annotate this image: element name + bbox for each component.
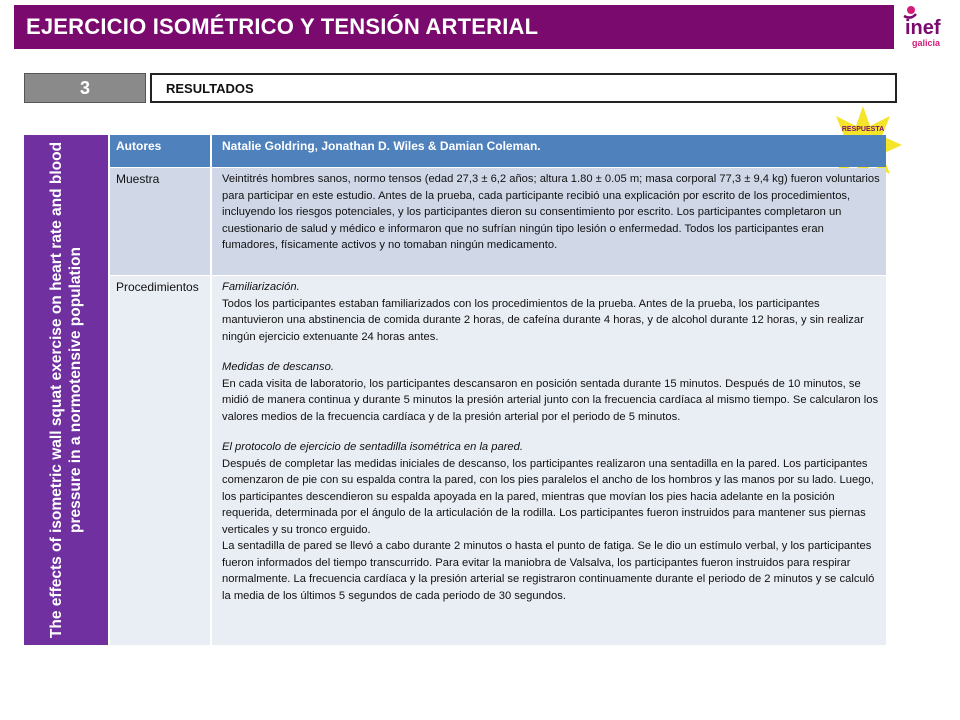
rest-heading: Medidas de descanso.	[222, 361, 334, 373]
page-title: EJERCICIO ISOMÉTRICO Y TENSIÓN ARTERIAL	[26, 14, 539, 39]
sample-value: Veintitrés hombres sanos, normo tensos (edad 27,3 ± 6,2 años; altura 1.80 ± 0.05 m; masa corporal 77,3 ± 9,4 kg) fueron voluntarios para participar en este estudio. Antes de la prueba, cada participante recibió una explicación por escrito de los procedimientos, incluyendo los riesgos potenciales, y los participantes dieron su consentimiento por escrito. Los participantes completaron un cuestionario de salud y médico e informaron que no sufrían ningún tipo lesión o enfermedad. Todos los participantes eran fumadores, físicamente activos y no tomaban ningún medicamento.	[222, 173, 880, 251]
authors-label: Autores	[110, 135, 212, 167]
svg-text:galicia: galicia	[912, 38, 941, 48]
table-row-sample	[110, 168, 886, 275]
rest-text: En cada visita de laboratorio, los participantes descansaron en posición sentada durante 15 minutos. Después de 10 minutos, se midió de manera continua y durante 5 minutos la presión arterial junto con la frecuencia cardíaca al mismo tiempo. Se calcularon los valores medios de la frecuencia cardíaca y de la presión arterial por el periodo de 5 minutos.	[222, 377, 879, 423]
familiarization-text: Todos los participantes estaban familiarizados con los procedimientos de la prueba. Antes de la prueba, los participantes mantuvieron una abstinencia de comida durante 2 horas, de cafeína durante 4 horas, y de alcohol durante 12 horas, y sin realizar ningún ejercicio extenuante 24 horas antes.	[222, 297, 864, 343]
protocol-text-2: La sentadilla de pared se llevó a cabo durante 2 minutos o hasta el punto de fatiga. Se le dio un estímulo verbal, y los participantes fueron informados del tiempo transcurrido. Para evitar la maniobra de Valsalva, los participantes fueron instruidos para respirar normalmente. La frecuencia cardíaca y la presión arterial se registraron continuamente durante el periodo de 2 minutos y se calculó la media de los últimos 5 segundos de cada periodo de 30 segundos.	[222, 540, 875, 602]
inef-galicia-logo	[900, 4, 952, 52]
svg-text:inef: inef	[905, 17, 941, 39]
protocol-text-1: Después de completar las medidas iniciales de descanso, los participantes realizaron una sentadilla en la pared. Los participantes comenzaron de pie con su espalda contra la pared, con los pies paralelos el ancho de los hombros y las manos por su lado. Luego, los participantes descendieron su espalda apoyada en la pared, mientras que movían los pies hacia adelante en la posición requerida, determinada por el ángulo de la articulación de la rodilla. Los participantes fueron instruidos para mantener sus piernas verticales y su tronco erguido.	[222, 457, 874, 536]
sample-label: Muestra	[110, 168, 212, 275]
study-title: The effects of isometric wall squat exercise on heart rate and blood pressure in a normotensive population	[48, 141, 84, 639]
badge-line-1: RESPUESTA	[841, 126, 885, 133]
page-title-bar	[14, 5, 894, 49]
authors-value: Natalie Goldring, Jonathan D. Wiles & Damian Coleman.	[222, 139, 541, 153]
section-number-text: 3	[79, 77, 90, 98]
procedures-value	[214, 276, 886, 645]
procedures-label: Procedimientos	[110, 276, 212, 645]
protocol-heading: El protocolo de ejercicio de sentadilla isométrica en la pared.	[222, 441, 523, 453]
section-label-text: RESULTADOS	[166, 80, 254, 96]
section-label	[150, 73, 897, 103]
table-row-procedures	[110, 276, 886, 645]
table-row-authors	[110, 135, 886, 167]
section-number	[24, 73, 146, 103]
familiarization-heading: Familiarización.	[222, 281, 300, 293]
